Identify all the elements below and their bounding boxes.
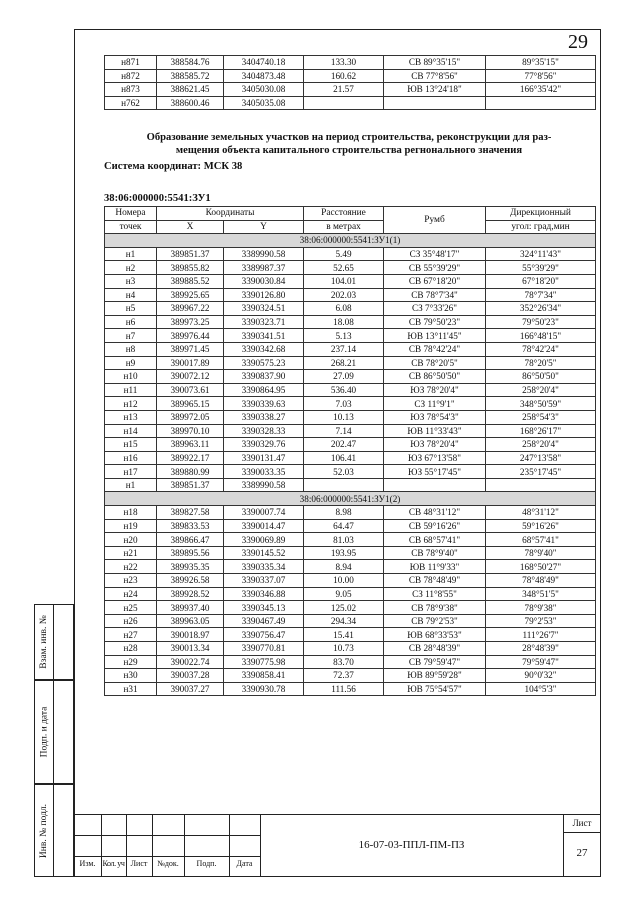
table-cell: 78°9'40" [486,546,596,560]
table-cell: 3390069.89 [224,533,304,547]
stamp-ndok: №док. [157,859,179,868]
table-cell: 3390324.51 [224,302,304,316]
table-cell: 8.94 [304,560,384,574]
heading-line-2: мещения объекта капитального строительства регнонального значения [175,145,523,156]
table-cell: 67°18'20" [486,274,596,288]
table-cell: 389827.58 [157,506,224,520]
sheet-label: Лист [572,818,592,828]
table-cell: 390017.89 [157,356,224,370]
table-cell: 3404740.18 [224,56,304,70]
table-cell: ЮВ 75°54'57" [384,682,486,696]
table-cell: 388621.45 [157,83,224,97]
table-row [105,302,596,316]
table-cell: 3390337.07 [224,574,304,588]
table-cell: 389855.82 [157,261,224,275]
table-row [105,315,596,329]
table-cell: 389963.05 [157,614,224,628]
table-row [105,614,596,628]
side-stamp-vzam [34,604,74,680]
table-cell: СЗ 11°9'1" [384,397,486,411]
table-cell: СЗ 11°8'55" [384,587,486,601]
table-cell: 3404873.48 [224,69,304,83]
header-distance-2: в метрах [304,220,384,234]
table-cell: 5.13 [304,329,384,343]
table-cell: н30 [105,669,157,683]
table-cell: СВ 79°59'47" [384,655,486,669]
table-cell: 3390837.90 [224,370,304,384]
table-cell: 3390338.27 [224,410,304,424]
table-cell: 106.41 [304,451,384,465]
heading-line-1: Образование земельных участков на период строительства, реконструкции для раз- [146,132,552,143]
side-label-inv: Инв. № подл. [39,803,50,858]
table-cell: 59°16'26" [486,519,596,533]
table-cell: 389976.44 [157,329,224,343]
table-cell: 390037.27 [157,682,224,696]
table-cell: СВ 78°48'49" [384,574,486,588]
table-cell: 389866.47 [157,533,224,547]
table-cell: н1 [105,247,157,261]
table-cell: 79°2'53" [486,614,596,628]
table-cell: 388584.76 [157,56,224,70]
table-row [105,83,596,97]
table-cell: СВ 55°39'29" [384,261,486,275]
table-row [105,96,596,110]
table-cell: 536.40 [304,383,384,397]
table-cell: 52.65 [304,261,384,275]
table-cell: СВ 48°31'12" [384,506,486,520]
section-title-1: 38:06:000000:5541:ЗУ1(1) [105,234,596,248]
section-title-2: 38:06:000000:5541:ЗУ1(2) [105,492,596,506]
stamp-izm: Изм. [79,859,96,868]
table-cell: 3390030.84 [224,274,304,288]
table-row [105,465,596,479]
table-row [105,424,596,438]
header-coords: Координаты [157,207,304,221]
table-cell: 48°31'12" [486,506,596,520]
header-rumb: Румб [384,207,486,234]
table-cell: 9.05 [304,587,384,601]
table-cell: 389851.37 [157,247,224,261]
table-cell: 89°35'15" [486,56,596,70]
document-code: 16-07-03-ППЛ-ПМ-ПЗ [358,839,465,851]
table-cell: 52.03 [304,465,384,479]
table-cell: 78°9'38" [486,601,596,615]
table-cell: ЮВ 89°59'28" [384,669,486,683]
table-cell: 21.57 [304,83,384,97]
table-cell: н27 [105,628,157,642]
header-row-1 [105,207,596,221]
table-row [105,478,596,492]
table-row [105,519,596,533]
table-cell: 78°20'5" [486,356,596,370]
table-row [105,410,596,424]
table-cell: 3390770.81 [224,642,304,656]
table-cell: СВ 77°8'56" [384,69,486,83]
table-cell: н2 [105,261,157,275]
header-direction-2: угол: град,мин [486,220,596,234]
table-cell: 237.14 [304,342,384,356]
table-row [105,682,596,696]
table-cell: 3390930.78 [224,682,304,696]
table-cell: 3390126.80 [224,288,304,302]
table-cell: 3390575.23 [224,356,304,370]
table-cell: 258°54'3" [486,410,596,424]
table-cell: 27.09 [304,370,384,384]
table-cell: 390037.28 [157,669,224,683]
table-cell: 79°59'47" [486,655,596,669]
table-cell: 79°50'23" [486,315,596,329]
table-cell: СВ 78°20'5" [384,356,486,370]
section-row-2 [105,492,596,506]
header-points-2: точек [105,220,157,234]
table-cell: 10.73 [304,642,384,656]
table-cell: 389928.52 [157,587,224,601]
table-cell: 389967.22 [157,302,224,316]
table-cell: 55°39'29" [486,261,596,275]
table-cell: 64.47 [304,519,384,533]
table-cell: 389926.58 [157,574,224,588]
table-cell: 389895.56 [157,546,224,560]
table-cell: 7.03 [304,397,384,411]
table-cell: н8 [105,342,157,356]
table-cell: 15.41 [304,628,384,642]
table-cell: 258°20'4" [486,438,596,452]
table-row [105,628,596,642]
table-row [105,261,596,275]
table-row [105,383,596,397]
coordinates-table [104,206,596,696]
table-cell: н18 [105,506,157,520]
table-cell: 78°48'49" [486,574,596,588]
table-cell: 389922.17 [157,451,224,465]
continuation-table [104,55,596,110]
table-cell: н12 [105,397,157,411]
table-cell: СВ 89°35'15" [384,56,486,70]
table-cell: 389935.35 [157,560,224,574]
table-row [105,642,596,656]
title-block [74,814,601,877]
table-cell: 389965.15 [157,397,224,411]
table-cell: 10.00 [304,574,384,588]
table-cell: 111.56 [304,682,384,696]
table-cell: 3389990.58 [224,478,304,492]
table-cell: н29 [105,655,157,669]
table-cell: СВ 86°50'50" [384,370,486,384]
table-cell: 168°50'27" [486,560,596,574]
table-cell: 389833.53 [157,519,224,533]
table-cell: 90°0'32" [486,669,596,683]
table-cell [384,96,486,110]
page-number: 29 [568,31,588,53]
table-cell: 3390014.47 [224,519,304,533]
table-row [105,370,596,384]
table-cell: ЮВ 13°24'18" [384,83,486,97]
table-cell: 3390858.41 [224,669,304,683]
table-row [105,669,596,683]
table-cell: н15 [105,438,157,452]
table-cell: 3390328.33 [224,424,304,438]
table-row [105,342,596,356]
table-cell: 352°26'34" [486,302,596,316]
table-cell: 3389990.58 [224,247,304,261]
table-cell: СВ 59°16'26" [384,519,486,533]
table-cell: н20 [105,533,157,547]
side-label-vzam: Взам. инв. № [39,615,50,669]
table-row [105,69,596,83]
table-cell: н3 [105,274,157,288]
table-cell: н13 [105,410,157,424]
header-direction: Дирекционный [486,207,596,221]
table-cell: 7.14 [304,424,384,438]
table-cell: 389851.37 [157,478,224,492]
table-cell: 324°11'43" [486,247,596,261]
table-cell [304,478,384,492]
table-cell: СВ 79°2'53" [384,614,486,628]
table-cell: н25 [105,601,157,615]
table-cell: 3405030.08 [224,83,304,97]
table-cell: 3390864.95 [224,383,304,397]
table-row [105,247,596,261]
table-cell: 77°8'56" [486,69,596,83]
table-cell: н16 [105,451,157,465]
table-cell: 3390007.74 [224,506,304,520]
table-cell: 3390342.68 [224,342,304,356]
table-row [105,397,596,411]
section-row-1 [105,234,596,248]
table-cell: 390022.74 [157,655,224,669]
table-cell: н17 [105,465,157,479]
table-row [105,438,596,452]
table-cell: 389880.99 [157,465,224,479]
table-cell: 86°50'50" [486,370,596,384]
table-cell: 78°42'24" [486,342,596,356]
table-cell: 389925.65 [157,288,224,302]
coordinate-system: Система координат: МСК 38 [104,161,243,172]
table-cell: 160.62 [304,69,384,83]
table-row [105,546,596,560]
table-cell: н871 [105,56,157,70]
table-cell: СВ 78°9'40" [384,546,486,560]
header-distance: Расстояние [304,207,384,221]
table-cell: 68°57'41" [486,533,596,547]
table-cell: 104.01 [304,274,384,288]
sheet-number: 27 [576,847,588,859]
table-cell [486,96,596,110]
table-cell: СВ 28°48'39" [384,642,486,656]
table-cell: н19 [105,519,157,533]
table-row [105,587,596,601]
table-cell: 111°26'7" [486,628,596,642]
table-cell: 390018.97 [157,628,224,642]
table-cell: 389963.11 [157,438,224,452]
table-row [105,329,596,343]
table-cell: ЮВ 13°11'45" [384,329,486,343]
table-cell: СВ 79°50'23" [384,315,486,329]
table-cell: 258°20'4" [486,383,596,397]
table-row [105,574,596,588]
table-cell: ЮЗ 78°54'3" [384,410,486,424]
header-points: Номера [105,207,157,221]
side-label-podp: Подп. и дата [39,706,50,758]
table-row [105,560,596,574]
table-cell: н14 [105,424,157,438]
table-cell: 168°26'17" [486,424,596,438]
plot-id: 38:06:000000:5541:ЗУ1 [104,193,211,204]
table-cell: 3390329.76 [224,438,304,452]
table-cell: ЮЗ 78°20'4" [384,438,486,452]
table-cell: н5 [105,302,157,316]
table-cell: 389971.45 [157,342,224,356]
table-cell: 389972.05 [157,410,224,424]
table-cell [304,96,384,110]
table-cell: н872 [105,69,157,83]
table-cell: ЮЗ 78°20'4" [384,383,486,397]
table-cell: 202.47 [304,438,384,452]
table-cell: 3390467.49 [224,614,304,628]
table-cell: 3390339.63 [224,397,304,411]
table-cell: СВ 68°57'41" [384,533,486,547]
table-row [105,356,596,370]
table-cell: н1 [105,478,157,492]
table-cell: 104°5'3" [486,682,596,696]
table-row [105,56,596,70]
table-cell: 3390131.47 [224,451,304,465]
table-row [105,274,596,288]
table-cell: 202.03 [304,288,384,302]
table-cell: 6.08 [304,302,384,316]
table-cell: 389885.52 [157,274,224,288]
table-cell: 247°13'58" [486,451,596,465]
table-cell: ЮЗ 55°17'45" [384,465,486,479]
table-cell: 3390775.98 [224,655,304,669]
table-cell: 5.49 [304,247,384,261]
table-cell: СЗ 7°33'26" [384,302,486,316]
table-cell [486,478,596,492]
table-cell: 3390346.88 [224,587,304,601]
table-cell: н24 [105,587,157,601]
table-cell: н21 [105,546,157,560]
table-cell: 3389987.37 [224,261,304,275]
table-cell: 3390756.47 [224,628,304,642]
table-cell: СВ 78°7'34" [384,288,486,302]
header-y: Y [224,220,304,234]
table-cell: н873 [105,83,157,97]
table-cell: н22 [105,560,157,574]
table-cell: 133.30 [304,56,384,70]
table-cell: 166°48'15" [486,329,596,343]
table-cell: 390073.61 [157,383,224,397]
table-cell: 389973.25 [157,315,224,329]
table-row [105,451,596,465]
table-cell: 390013.34 [157,642,224,656]
table-row [105,601,596,615]
side-stamp-podp [34,680,74,784]
table-cell: 3390345.13 [224,601,304,615]
table-cell: н31 [105,682,157,696]
table-cell: СЗ 35°48'17" [384,247,486,261]
table-cell: 235°17'45" [486,465,596,479]
section-heading [104,131,594,157]
table-cell: 8.98 [304,506,384,520]
table-cell: СВ 78°9'38" [384,601,486,615]
table-cell: 3390341.51 [224,329,304,343]
table-cell: н6 [105,315,157,329]
table-cell: 294.34 [304,614,384,628]
table-cell: 388600.46 [157,96,224,110]
table-cell: 3390335.34 [224,560,304,574]
stamp-list: Лист [130,859,148,868]
table-cell: 3390323.71 [224,315,304,329]
table-cell: н4 [105,288,157,302]
table-cell: н9 [105,356,157,370]
table-cell: 28°48'39" [486,642,596,656]
header-x: X [157,220,224,234]
table-cell: 10.13 [304,410,384,424]
table-cell: 389937.40 [157,601,224,615]
side-stamp-inv [34,784,74,877]
table-cell: 72.37 [304,669,384,683]
table-cell: 268.21 [304,356,384,370]
table-cell: 166°35'42" [486,83,596,97]
table-cell: 389970.10 [157,424,224,438]
table-cell: 348°51'5" [486,587,596,601]
table-cell: 3390145.52 [224,546,304,560]
table-cell: ЮВ 11°33'43" [384,424,486,438]
table-cell: 348°50'59" [486,397,596,411]
table-row [105,288,596,302]
stamp-kol-uch: Кол. уч [102,859,125,868]
table-cell: н7 [105,329,157,343]
table-cell: 81.03 [304,533,384,547]
table-cell: ЮЗ 67°13'58" [384,451,486,465]
table-cell: 390072.12 [157,370,224,384]
table-cell: н10 [105,370,157,384]
table-cell: н28 [105,642,157,656]
stamp-data: Дата [236,859,253,868]
table-cell [384,478,486,492]
table-cell: СВ 67°18'20" [384,274,486,288]
table-row [105,655,596,669]
table-cell: 193.95 [304,546,384,560]
table-cell: СВ 78°42'24" [384,342,486,356]
stamp-podp: Подп. [196,859,217,868]
table-cell: 83.70 [304,655,384,669]
table-cell: 125.02 [304,601,384,615]
table-cell: 18.08 [304,315,384,329]
table-cell: н11 [105,383,157,397]
table-cell: 78°7'34" [486,288,596,302]
table-cell: н23 [105,574,157,588]
table-cell: 388585.72 [157,69,224,83]
table-cell: н762 [105,96,157,110]
header-row-2 [105,220,596,234]
table-cell: ЮВ 68°33'53" [384,628,486,642]
table-row [105,533,596,547]
table-row [105,506,596,520]
table-cell: 3405035.08 [224,96,304,110]
table-cell: 3390033.35 [224,465,304,479]
table-cell: н26 [105,614,157,628]
table-cell: ЮВ 11°9'33" [384,560,486,574]
